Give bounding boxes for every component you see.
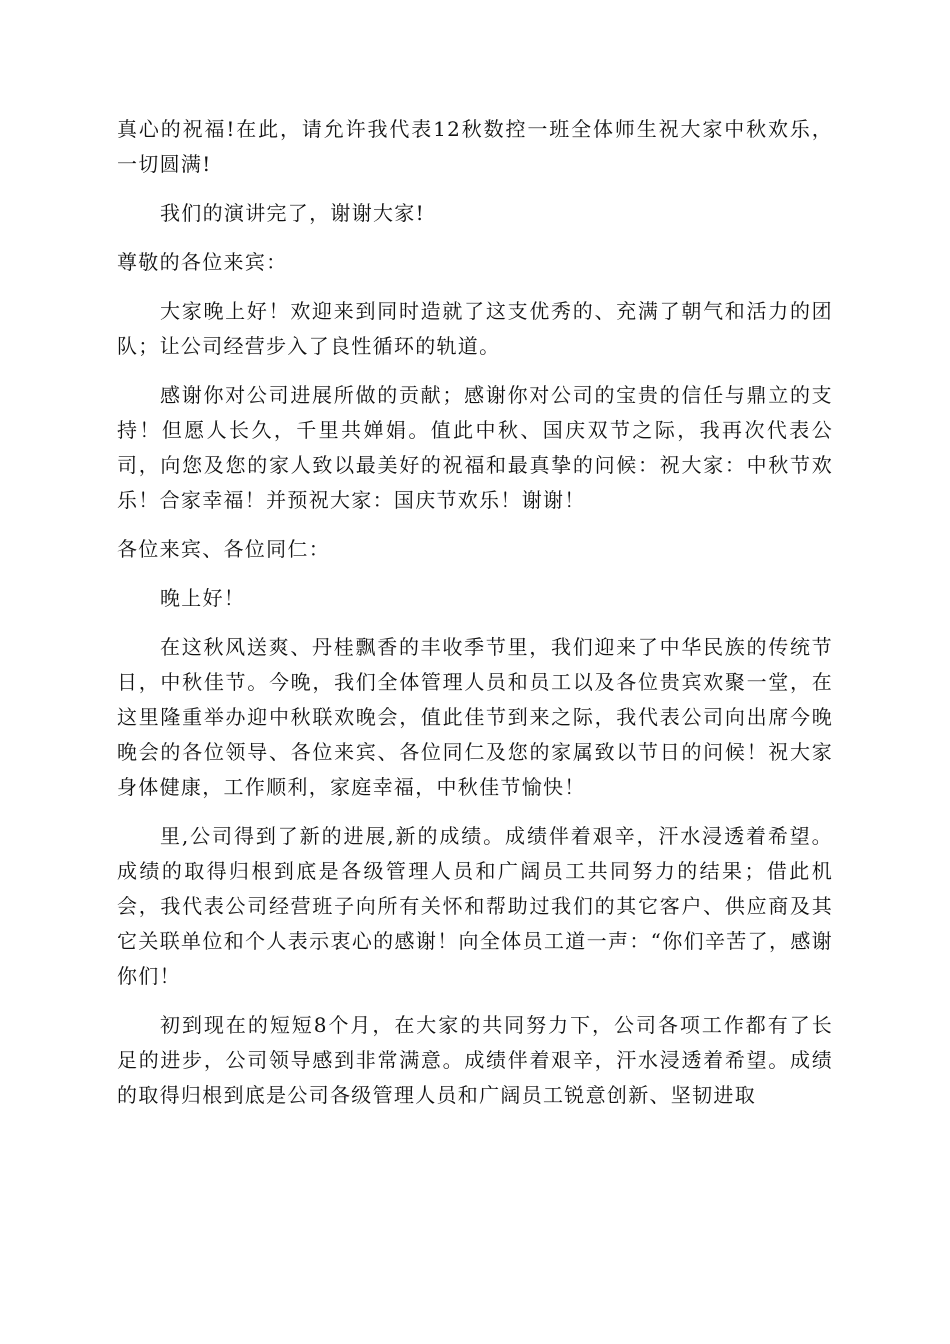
paragraph-progress: 里,公司得到了新的进展,新的成绩。成绩伴着艰辛，汗水浸透着希望。成绩的取得归根到底是各级管理人员和广阔员工共同努力的结果；借此机会，我代表公司经营班子向所有关怀和帮助过我们的其它客户、供应商及其它关联单位和个人表示衷心的感谢！向全体员工道一声：“你们辛苦了，感谢你们！ <box>117 824 833 988</box>
paragraph-achievements: 初到现在的短短8个月，在大家的共同努力下，公司各项工作都有了长足的进步，公司领导感到非常满意。成绩伴着艰辛，汗水浸透着希望。成绩的取得归根到底是公司各级管理人员和广阔员工锐意创新、坚韧进取 <box>117 1013 833 1107</box>
salutation-guests: 尊敬的各位来宾： <box>117 250 288 274</box>
paragraph-welcome: 大家晚上好！欢迎来到同时造就了这支优秀的、充满了朝气和活力的团队；让公司经营步入了良性循环的轨道。 <box>117 299 833 358</box>
paragraph-thanks: 感谢你对公司进展所做的贡献；感谢你对公司的宝贵的信任与鼎立的支持！但愿人长久，千里共婵娟。值此中秋、国庆双节之际，我再次代表公司，向您及您的家人致以最美好的祝福和最真挚的问候：祝大家：中秋节欢乐！合家幸福！并预祝大家：国庆节欢乐！谢谢！ <box>117 383 833 512</box>
paragraph-closing-wishes: 真心的祝福!在此，请允许我代表12秋数控一班全体师生祝大家中秋欢乐，一切圆满! <box>117 117 833 176</box>
paragraph-greeting: 晚上好！ <box>160 586 246 610</box>
paragraph-festival: 在这秋风送爽、丹桂飘香的丰收季节里，我们迎来了中华民族的传统节日，中秋佳节。今晚，我们全体管理人员和员工以及各位贵宾欢聚一堂，在这里隆重举办迎中秋联欢晚会，值此佳节到来之际，我代表公司向出席今晚晚会的各位领导、各位来宾、各位同仁及您的家属致以节日的问候！祝大家身体健康，工作顺利，家庭幸福，中秋佳节愉快！ <box>117 635 833 799</box>
paragraph-speech-end: 我们的演讲完了，谢谢大家! <box>160 201 425 225</box>
salutation-colleagues: 各位来宾、各位同仁： <box>117 537 330 561</box>
document-page <box>117 112 833 1127</box>
